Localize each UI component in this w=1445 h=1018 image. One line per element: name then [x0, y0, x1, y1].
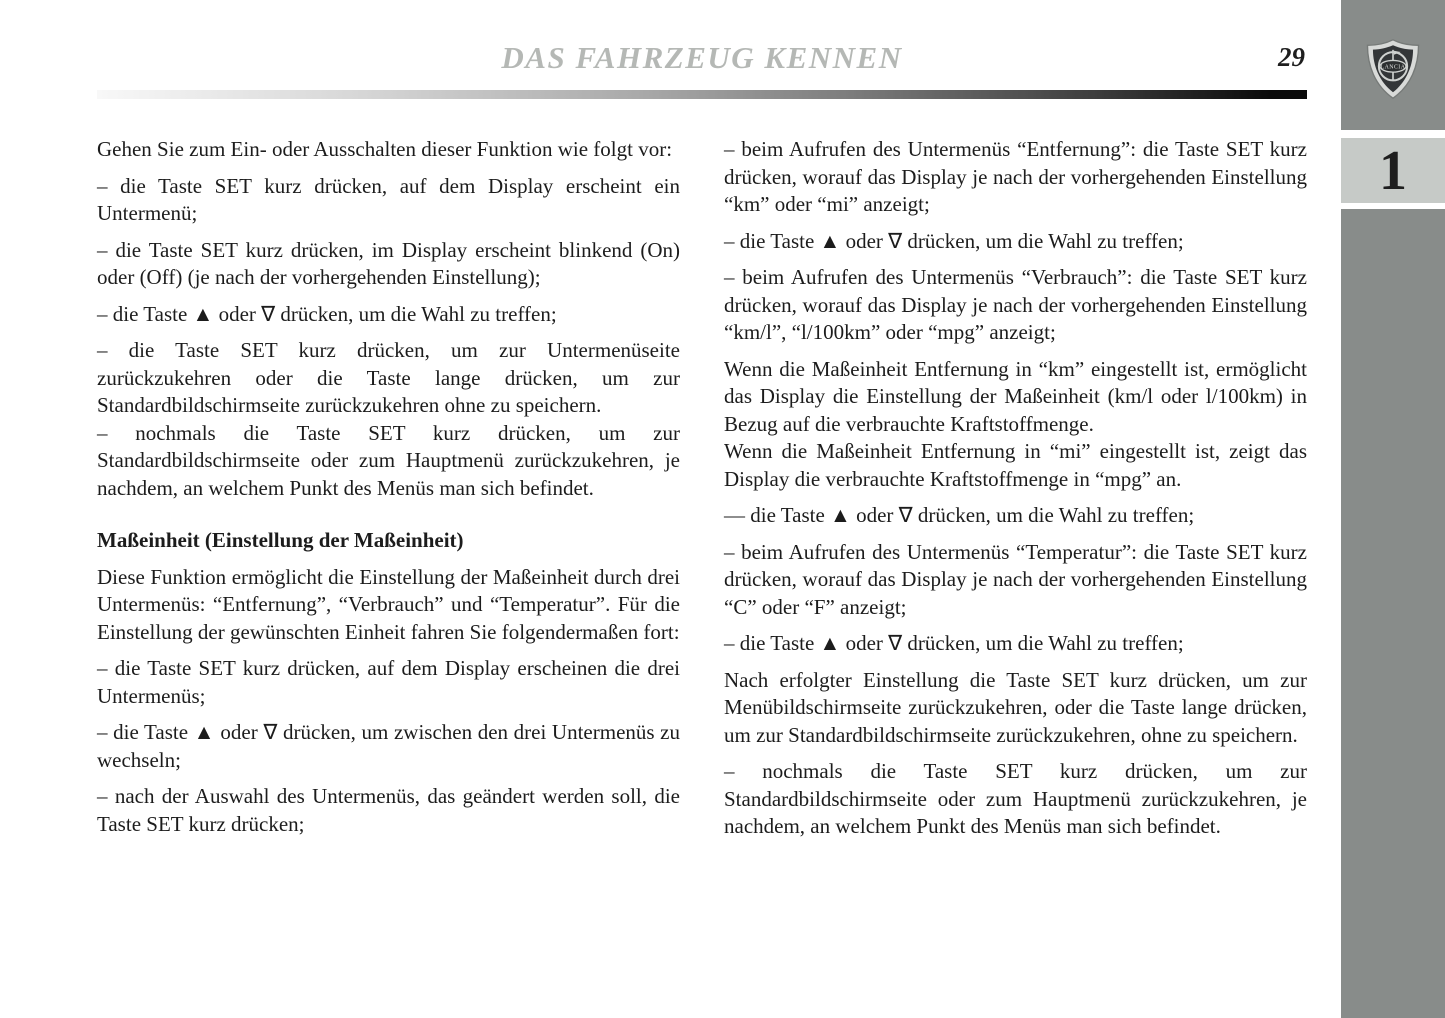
sidebar-divider — [1341, 130, 1445, 138]
list-item: – die Taste SET kurz drücken, auf dem Display erscheinen die drei Untermenüs; — [97, 656, 680, 708]
paragraph: Gehen Sie zum Ein- oder Ausschalten dieser Funktion wie folgt vor: — [97, 137, 673, 161]
list-item: – beim Aufrufen des Untermenüs “Entfernung”: die Taste SET kurz drücken, worauf das Display je nach der vorhergehenden Einstellung “km” oder “mi” anzeigt; — [724, 137, 1307, 216]
paragraph: Wenn die Maßeinheit Entfernung in “mi” eingestellt ist, zeigt das Display die verbrauchte Kraftstoffmenge in “mpg” an. — [724, 439, 1307, 491]
list-item: – nach der Auswahl des Untermenüs, das geändert werden soll, die Taste SET kurz drücken; — [97, 784, 680, 836]
left-column — [97, 136, 680, 841]
list-item: – die Taste SET kurz drücken, im Display erscheint blinkend (On) oder (Off) (je nach der vorhergehenden Einstellung); — [97, 237, 680, 289]
lancia-logo-icon — [1363, 38, 1423, 100]
header-rule — [97, 90, 1307, 99]
chapter-number: 1 — [1379, 139, 1407, 202]
page-number: 29 — [1278, 42, 1305, 72]
right-column — [724, 136, 1307, 841]
list-item: – die Taste ▲ oder ∇ drücken, um die Wahl zu treffen; — [724, 631, 1184, 655]
list-item: – die Taste SET kurz drücken, auf dem Display erscheint ein Untermenü; — [97, 173, 680, 225]
list-item: – die Taste ▲ oder ∇ drücken, um die Wahl zu treffen; — [724, 228, 1184, 253]
chapter-sidebar — [1341, 0, 1445, 1018]
two-column-text — [97, 136, 1307, 841]
page-header — [97, 40, 1307, 82]
list-item: – beim Aufrufen des Untermenüs “Verbrauch”: die Taste SET kurz drücken, worauf das Display je nach der vorhergehenden Einstellung “km/l”, “l/100km” oder “mpg” anzeigt; — [724, 265, 1307, 344]
sidebar-logo-block — [1341, 0, 1445, 130]
list-item: – die Taste SET kurz drücken, um zur Untermenüseite zurückzukehren oder die Taste lange drücken, um zur Standardbildschirmseite zurückzukehren ohne zu speichern. — [97, 338, 680, 417]
paragraph: Diese Funktion ermöglicht die Einstellung der Maßeinheit durch drei Untermenüs: “Entfernung”, “Verbrauch” und “Temperatur”. Für die Einstellung der gewünschten Einheit fahren Sie folgendermaßen fort: — [97, 564, 680, 644]
section-heading: Maßeinheit (Einstellung der Maßeinheit) — [97, 528, 464, 552]
lancia-logo-text: LANCIA — [1380, 64, 1406, 71]
paragraph: Nach erfolgter Einstellung die Taste SET kurz drücken, um zur Menübildschirmseite zurückzukehren, oder die Taste lange drücken, um zur Standardbildschirmseite zurückzukehren, ohne zu speichern. — [724, 667, 1307, 747]
paragraph: Wenn die Maßeinheit Entfernung in “km” eingestellt ist, ermöglicht das Display die Einstellung der Maßeinheit (km/l oder l/100km) in Bezug auf die verbrauchte Kraftstoffmenge. — [724, 356, 1307, 436]
list-item: — die Taste ▲ oder ∇ drücken, um die Wahl zu treffen; — [724, 503, 1195, 527]
list-item: – beim Aufrufen des Untermenüs “Temperatur”: die Taste SET kurz drücken, worauf das Display je nach der vorhergehenden Einstellung “C” oder “F” anzeigt; — [724, 539, 1307, 619]
page-title: DAS FAHRZEUG KENNEN — [501, 40, 903, 75]
list-item: – die Taste ▲ oder ∇ drücken, um die Wahl zu treffen; — [97, 301, 557, 326]
list-item: – nochmals die Taste SET kurz drücken, um zur Standardbildschirmseite oder zum Hauptmenü zurückzukehren, je nachdem, an welchem Punkt des Menüs man sich befindet. — [97, 420, 680, 500]
list-item: – nochmals die Taste SET kurz drücken, um zur Standardbildschirmseite oder zum Hauptmenü zurückzukehren, je nachdem, an welchem Punkt des Menüs man sich befindet. — [724, 759, 1307, 838]
chapter-tab — [1341, 138, 1445, 203]
sidebar-background — [1341, 209, 1445, 1018]
list-item: – die Taste ▲ oder ∇ drücken, um zwischen den drei Untermenüs zu wechseln; — [97, 720, 680, 772]
